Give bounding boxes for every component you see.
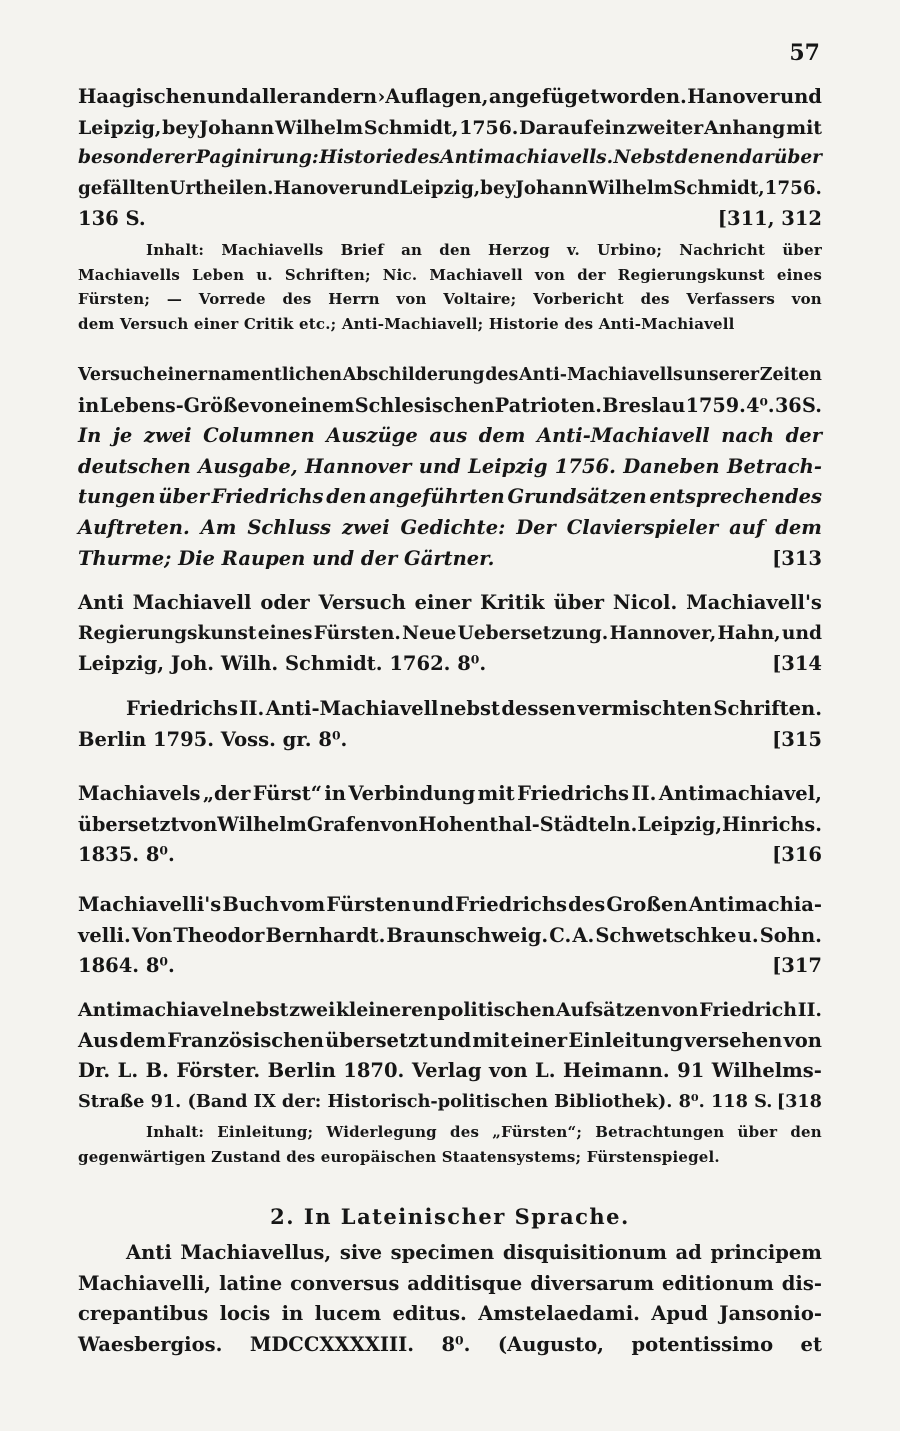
entry-number: [317	[772, 954, 822, 978]
entry-314	[78, 588, 822, 680]
entry-line	[78, 1299, 822, 1330]
word: von	[396, 290, 427, 308]
word: Nebst	[613, 147, 675, 169]
entry-line	[78, 588, 822, 619]
word: Hahn,	[717, 622, 781, 644]
word: besonderer	[78, 147, 196, 169]
word: Verbindung	[348, 782, 476, 805]
latin-entry	[78, 1238, 822, 1360]
word: Fürsten;	[78, 290, 151, 308]
word: dem	[478, 424, 526, 448]
entry-line	[78, 391, 822, 422]
word: Apud	[651, 1302, 708, 1326]
word: namentlichen	[207, 365, 343, 385]
entry-line	[78, 174, 822, 205]
word: Verlag	[411, 1059, 482, 1083]
word: des	[568, 893, 606, 916]
entry-line	[78, 82, 822, 113]
word: 4⁰.	[746, 393, 775, 417]
word: unserer	[683, 365, 760, 385]
word: Haagischen	[78, 85, 207, 108]
word: potentissimo	[631, 1332, 774, 1356]
word: Schriften.	[713, 697, 822, 720]
word: Auftreten.	[78, 515, 190, 539]
word: aus	[429, 424, 468, 448]
word: nebst	[230, 999, 289, 1021]
word: —	[166, 290, 183, 308]
word: Anhang	[704, 116, 786, 139]
word: eines	[257, 622, 313, 644]
word: Inhalt:	[146, 241, 205, 259]
word: additisque	[407, 1271, 523, 1295]
word: Hannover	[304, 454, 412, 478]
word: Brief	[340, 241, 384, 259]
entry-315	[78, 694, 822, 755]
word: II.	[631, 782, 657, 805]
word: Amstelaedami.	[478, 1302, 640, 1326]
word: von	[791, 290, 822, 308]
word: Berlin	[267, 1059, 336, 1083]
word: Fürst“	[252, 782, 322, 805]
word: versehen	[684, 1028, 783, 1052]
word: der	[785, 424, 822, 448]
word: Betrach-	[727, 454, 822, 478]
word: andern	[299, 85, 378, 108]
entry-number: [311, 312	[717, 207, 822, 231]
entry-line	[78, 619, 822, 650]
entry-line	[78, 513, 822, 544]
word: Nic.	[382, 265, 418, 284]
word: Buch	[222, 893, 280, 916]
word: und	[418, 454, 461, 478]
word: Einleitung;	[217, 1123, 314, 1141]
word: Wilhelms-	[711, 1059, 822, 1083]
entry-line: Thurme; Die Raupen und der Gärtner. [313	[78, 544, 822, 575]
word: A.	[572, 923, 595, 947]
word: von	[534, 265, 566, 284]
word: L.	[117, 1059, 139, 1083]
word: angeführten	[369, 485, 505, 509]
entry-311-312	[78, 82, 822, 235]
word: zwei	[143, 424, 192, 448]
word: Herrn	[328, 290, 380, 308]
word: diversarum	[530, 1271, 654, 1295]
word: Großen	[606, 893, 688, 916]
word: u.	[256, 265, 273, 284]
word: Dr.	[78, 1059, 111, 1083]
word: dem	[119, 1028, 167, 1052]
word: und	[429, 1028, 472, 1052]
word: Urbino;	[597, 241, 663, 259]
entry-line	[78, 810, 822, 841]
entry-318	[78, 995, 822, 1117]
word: mit	[477, 782, 515, 805]
word: Hanover	[273, 177, 361, 199]
word: Machiavell	[429, 265, 523, 284]
word: tungen	[78, 485, 156, 509]
word: u.	[737, 923, 759, 947]
word: conversus	[290, 1271, 400, 1295]
word: Friedrichs	[455, 893, 568, 916]
word: Regierungskunst	[78, 622, 257, 644]
word: „Fürsten“;	[492, 1123, 583, 1141]
word: darüber	[738, 147, 822, 169]
word: Aus	[78, 1028, 119, 1052]
word: editionum	[661, 1271, 774, 1295]
word: II.	[797, 999, 822, 1021]
word: In	[78, 424, 102, 448]
word: 1756.	[764, 177, 822, 199]
word: Machiavelli's	[78, 893, 222, 916]
word: Friedrichs	[211, 485, 324, 509]
entry-line	[78, 360, 822, 391]
word: „der	[202, 782, 251, 805]
word: Antimachiavells.	[440, 147, 614, 169]
word: Schluss	[247, 515, 332, 539]
entry-line	[78, 421, 822, 452]
word: editus.	[392, 1302, 467, 1326]
word: Machiavells	[78, 265, 181, 284]
word: je	[112, 424, 133, 448]
word: den	[326, 485, 367, 509]
word: Leipzig	[468, 454, 548, 478]
entry-line	[78, 1026, 822, 1057]
word: eines	[776, 265, 822, 284]
word: Kritik	[480, 591, 545, 614]
word: und	[206, 85, 249, 108]
entry-line	[78, 1056, 822, 1087]
word: Grafen	[306, 812, 381, 836]
word: Antimachiavel,	[658, 782, 822, 805]
word: (Augusto,	[497, 1332, 604, 1356]
word: Columnen	[203, 424, 315, 448]
word: 36	[774, 393, 802, 417]
entry-line	[78, 1238, 822, 1269]
word: Abschilderung	[342, 365, 485, 385]
word: Jansonio-	[719, 1302, 822, 1326]
word: auf	[729, 515, 765, 539]
word: und	[781, 622, 822, 644]
word: dem	[775, 515, 822, 539]
word: des	[404, 147, 440, 169]
entry-313	[78, 360, 822, 574]
word: 1870.	[343, 1059, 405, 1083]
word: Hinrichs.	[722, 812, 822, 836]
word: 1756.	[554, 454, 616, 478]
word: ›Auflagen,	[377, 85, 489, 108]
entry-line	[78, 779, 822, 810]
entry-number: [313	[772, 546, 822, 570]
word: der	[577, 265, 606, 284]
word: Hohenthal-Städteln.	[418, 812, 638, 836]
word: zweiter	[626, 116, 704, 139]
word: den	[790, 1123, 822, 1141]
word: Schlesischen	[354, 393, 495, 417]
word: Zeiten	[759, 365, 822, 385]
word: Clavierspieler	[566, 515, 719, 539]
word: Grundsätzen	[507, 485, 647, 509]
word: gefällten	[78, 177, 170, 199]
entry-line: Straße 91. (Band IX der: Historisch-politischen Bibliothek). 8⁰. 118 S. [318	[78, 1087, 822, 1118]
word: Anti	[78, 591, 124, 614]
word: Aufsätzen	[555, 999, 661, 1021]
entry-line	[78, 143, 822, 174]
entry-number: [316	[772, 843, 822, 867]
word: Machiavell	[132, 591, 252, 614]
word: Leipzig,	[637, 812, 722, 836]
page-number: 57	[789, 40, 820, 66]
word: Vorrede	[198, 290, 266, 308]
word: ad	[675, 1241, 702, 1264]
word: über	[782, 241, 822, 259]
word: Hannover,	[609, 622, 717, 644]
word: mit	[786, 116, 822, 139]
word: des	[450, 1123, 480, 1141]
word: Herzog	[488, 241, 550, 259]
word: an	[401, 241, 423, 259]
word: 1756.	[459, 116, 519, 139]
word: MDCCXXXXIII.	[249, 1332, 415, 1356]
entry-line: 1835. 8⁰. [316	[78, 840, 822, 871]
word: Einleitung	[568, 1028, 684, 1052]
word: Lebens-Größe	[99, 393, 250, 417]
word: Förster.	[176, 1059, 261, 1083]
word: Urtheilen.	[169, 177, 274, 199]
entry-number: [314	[772, 652, 822, 676]
word: Anti-Machiavell	[265, 697, 439, 720]
word: Gedichte:	[400, 515, 506, 539]
word: nach	[721, 424, 775, 448]
word: Der	[516, 515, 556, 539]
word: denen	[674, 147, 739, 169]
word: des	[282, 290, 312, 308]
word: specimen	[390, 1241, 495, 1264]
word: übersetzt	[78, 812, 180, 836]
word: von	[783, 1028, 822, 1052]
word: sive	[339, 1241, 382, 1264]
word: dessen	[501, 697, 576, 720]
entry-line: Leipzig, Joh. Wilh. Schmidt. 1762. 8⁰. [314	[78, 649, 822, 680]
word: von	[380, 812, 419, 836]
word: Fürsten	[326, 893, 411, 916]
word: Friedrichs	[126, 697, 238, 720]
word: mit	[472, 1028, 510, 1052]
entry-line	[78, 1269, 822, 1300]
word: L.	[535, 1059, 556, 1083]
word: Nachricht	[679, 241, 766, 259]
word: Betrachtungen	[595, 1123, 725, 1141]
word: Daneben	[623, 454, 720, 478]
word: Verfassers	[686, 290, 775, 308]
word: 1759.	[685, 393, 746, 417]
word: Regierungskunst	[617, 265, 765, 284]
entry-316	[78, 779, 822, 871]
word: und	[779, 85, 822, 108]
word: principem	[710, 1241, 822, 1264]
word: Leben	[192, 265, 245, 284]
word: disquisitionum	[502, 1241, 667, 1264]
word: über	[553, 591, 605, 614]
word: II.	[239, 697, 265, 720]
word: nebst	[439, 697, 501, 720]
word: 91	[677, 1059, 705, 1083]
word: und	[411, 893, 454, 916]
word: Machiavels	[78, 782, 201, 805]
word: Heimann.	[563, 1059, 670, 1083]
entry-line: 1864. 8⁰. [317	[78, 951, 822, 982]
word: übersetzt	[325, 1028, 429, 1052]
word: Machiavellus,	[180, 1241, 332, 1264]
entry-note: Inhalt: Machiavells Brief an den Herzog v. Urbino; Nachricht über Machiavells Leben u. Schriften; Nic. Machiavell von der Regierungskunst eines Fürsten; — Vorrede des Herrn von Voltaire; Vorbericht des Verfassers von dem Versuch einer Critik etc.; Anti-Machiavell; Historie des Anti-Machiavell	[78, 238, 822, 336]
entry-line: 136 S. [311, 312	[78, 204, 822, 235]
word: Leipzig,	[78, 116, 162, 139]
entry-number: [318	[776, 1090, 822, 1112]
word: in	[281, 1302, 304, 1326]
section-heading: 2. In Lateinischer Sprache.	[270, 1204, 630, 1229]
word: Versuch	[78, 365, 156, 385]
word: Johann	[199, 116, 275, 139]
word: des	[640, 290, 670, 308]
word: Schriften;	[284, 265, 371, 284]
entry-number: [315	[772, 727, 822, 751]
word: des	[485, 365, 519, 385]
entry-317	[78, 890, 822, 982]
word: Neue	[402, 622, 457, 644]
word: Inhalt:	[146, 1123, 205, 1141]
word: bey	[480, 177, 516, 199]
word: Wilhelm	[587, 177, 674, 199]
entry-line	[78, 995, 822, 1026]
word: einer	[510, 1028, 568, 1052]
word: den	[439, 241, 471, 259]
word: von	[250, 393, 289, 417]
word: Johann	[515, 177, 588, 199]
word: Schmidt,	[363, 116, 459, 139]
word: Darauf	[519, 116, 592, 139]
word: C.	[549, 923, 572, 947]
word: Von	[131, 923, 173, 947]
word: Historie	[319, 147, 404, 169]
word: Uebersetzung.	[457, 622, 609, 644]
word: velli.	[78, 923, 131, 947]
word: Waesbergios.	[78, 1332, 223, 1356]
entry-line: Berlin 1795. Voss. gr. 8⁰. [315	[78, 725, 822, 756]
word: 8⁰.	[441, 1332, 471, 1356]
word: politischen	[437, 999, 556, 1021]
word: vom	[280, 893, 326, 916]
word: Sohn.	[759, 923, 822, 947]
word: Bernhardt.	[265, 923, 386, 947]
word: Machiavell's	[686, 591, 822, 614]
word: von	[179, 812, 218, 836]
word: kleineren	[335, 999, 437, 1021]
word: Widerlegung	[326, 1123, 437, 1141]
entry-line	[78, 921, 822, 952]
entry-line	[78, 452, 822, 483]
word: Anti-Machiavell	[536, 424, 710, 448]
word: Antimachiavel	[78, 999, 230, 1021]
word: Friedrich	[699, 999, 798, 1021]
word: Vorbericht	[533, 290, 624, 308]
word: Machiavells	[221, 241, 324, 259]
word: von	[489, 1059, 528, 1083]
word: Patrioten.	[494, 393, 602, 417]
word: Theodor	[173, 923, 265, 947]
word: Leipzig,	[399, 177, 481, 199]
word: Fürsten.	[313, 622, 401, 644]
word: Paginirung:	[195, 147, 319, 169]
word: einem	[288, 393, 355, 417]
word: Nicol.	[612, 591, 678, 614]
word: v.	[567, 241, 580, 259]
word: S.	[802, 393, 822, 417]
word: lucem	[314, 1302, 382, 1326]
entry-line	[78, 482, 822, 513]
word: Braunschweig.	[386, 923, 549, 947]
word: Wilhelm	[217, 812, 307, 836]
word: angefüget	[488, 85, 600, 108]
word: von	[661, 999, 699, 1021]
word: Versuch	[318, 591, 406, 614]
word: dis-	[781, 1271, 822, 1295]
word: Breslau	[602, 393, 686, 417]
word: Friedrichs	[517, 782, 630, 805]
word: oder	[260, 591, 310, 614]
word: zwei	[289, 999, 336, 1021]
word: Schmidt,	[673, 177, 765, 199]
word: zwei	[341, 515, 390, 539]
word: Anti-Machiavells	[518, 365, 683, 385]
word: latine	[219, 1271, 283, 1295]
word: worden.	[599, 85, 687, 108]
word: B.	[145, 1059, 169, 1083]
word: Antimachia-	[688, 893, 822, 916]
word: in	[324, 782, 346, 805]
word: Wilhelm	[274, 116, 364, 139]
entry-line	[78, 694, 822, 725]
word: Ausgabe,	[198, 454, 298, 478]
entry-line	[78, 1330, 822, 1361]
word: entsprechendes	[649, 485, 822, 509]
word: aller	[249, 85, 300, 108]
word: einer	[414, 591, 472, 614]
word: über	[737, 1123, 778, 1141]
word: einer	[156, 365, 208, 385]
word: Schwetschke	[595, 923, 737, 947]
word: Voltaire;	[443, 290, 517, 308]
entry-line	[78, 890, 822, 921]
word: Machiavelli,	[78, 1271, 212, 1295]
entry-line	[78, 113, 822, 144]
word: vermischten	[577, 697, 713, 720]
word: bey	[162, 116, 199, 139]
word: crepantibus	[78, 1302, 209, 1326]
word: locis	[219, 1302, 271, 1326]
word: über	[158, 485, 209, 509]
word: ein	[592, 116, 626, 139]
word: Hanover	[687, 85, 780, 108]
word: Französischen	[167, 1028, 324, 1052]
entry-note: Inhalt: Einleitung; Widerlegung des „Fürsten“; Betrachtungen über den gegenwärtigen Zustand des europäischen Staatensystems; Fürstenspiegel.	[78, 1120, 822, 1169]
word: und	[360, 177, 400, 199]
word: et	[800, 1332, 822, 1356]
word: in	[78, 393, 100, 417]
word: Am	[200, 515, 237, 539]
word: deutschen	[78, 454, 191, 478]
word: Auszüge	[326, 424, 418, 448]
word: Anti	[126, 1241, 172, 1264]
